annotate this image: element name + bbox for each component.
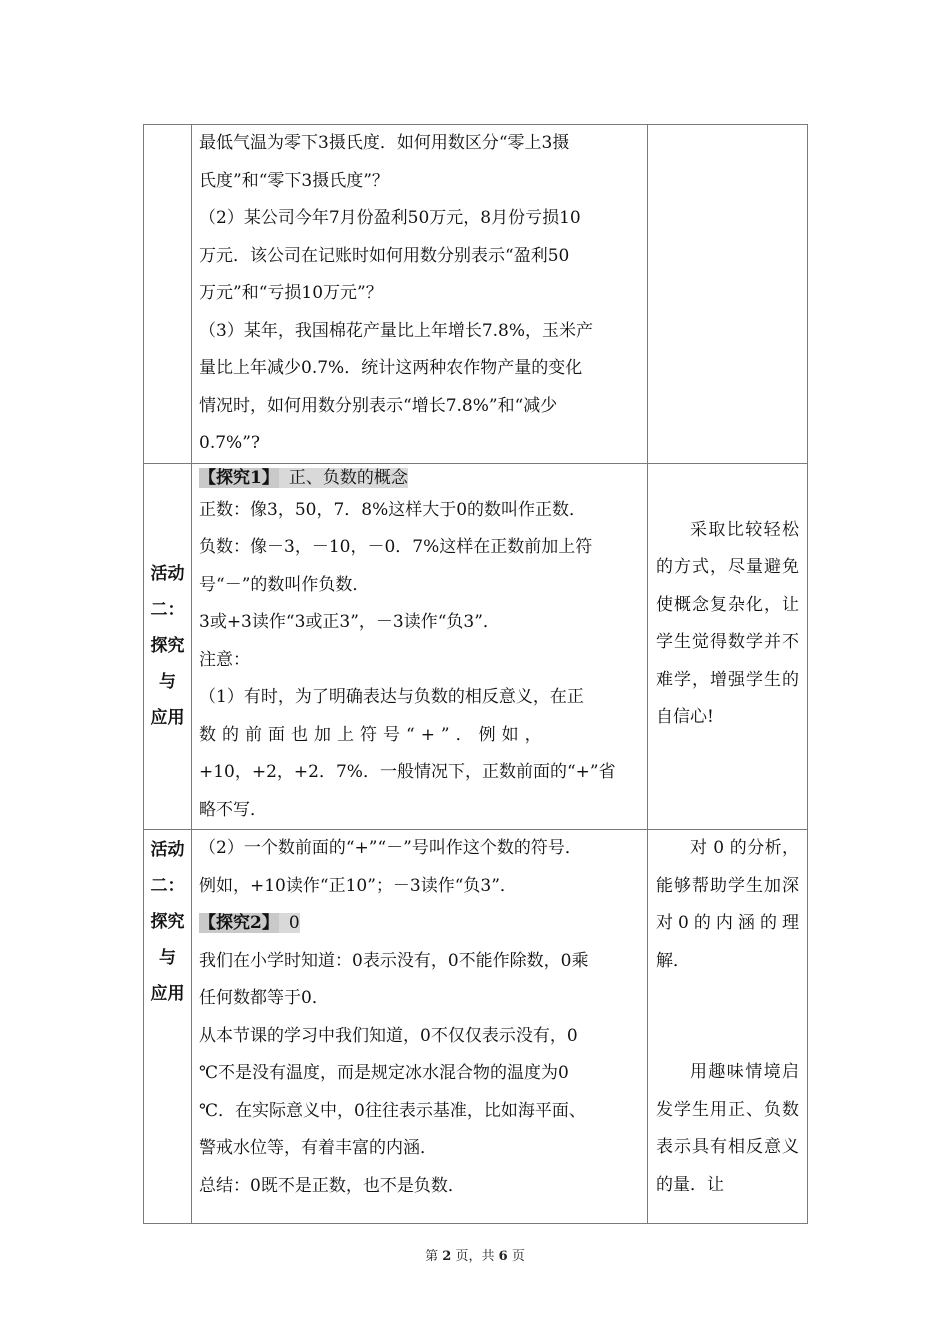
table-row — [144, 830, 808, 1224]
note-cell — [648, 125, 808, 464]
teaching-note: 用趣味情境启发学生用正、负数表示具有相反意义的量．让 — [656, 1062, 799, 1195]
text-line: 号“－”的数叫作负数． — [199, 574, 370, 595]
lesson-plan-table — [143, 124, 808, 1224]
text-line: 警戒水位等，有着丰富的内涵． — [199, 1138, 437, 1158]
text-line: 万元”和“亏损10万元”？ — [199, 283, 383, 303]
teaching-note: 对 0 的分析，能够帮助学生加深对0的内涵的理解． — [656, 838, 799, 971]
label-cell — [144, 830, 192, 1224]
teaching-note: 采取比较轻松的方式，尽量避免使概念复杂化，让学生觉得数学并不难学，增强学生的自信心! — [656, 519, 799, 727]
activity-label: 活动 二： 探究 与 应用 — [150, 564, 185, 729]
text-line: 最低气温为零下3摄氏度．如何用数区分“零上3摄 — [199, 133, 570, 153]
note-cell — [648, 830, 808, 1224]
page-footer: 第 2 页，共 6 页 — [425, 1249, 525, 1264]
text-line: 万元．该公司在记账时如何用数分别表示“盈利50 — [199, 245, 570, 266]
text-line: 略不写． — [199, 799, 267, 820]
text-line: 氏度”和“零下3摄氏度”？ — [199, 170, 389, 191]
text-line: 情况时，如何用数分别表示“增长7.8%”和“减少 — [199, 395, 558, 416]
text-line: （2）某公司今年7月份盈利50万元，8月份亏损10 — [199, 208, 581, 228]
table-row — [144, 463, 808, 830]
text-line: （1）有时，为了明确表达与负数的相反意义，在正 — [199, 687, 584, 707]
heading-tag: 【探究2】 — [199, 913, 279, 933]
text-line: ℃．在实际意义中，0往往表示基准，比如海平面、 — [199, 1100, 586, 1121]
activity-label: 活动 二： 探究 与 应用 — [150, 840, 185, 1004]
text-line: （2）一个数前面的“+”“－”号叫作这个数的符号． — [199, 838, 582, 858]
content-cell — [192, 125, 648, 464]
content-cell — [192, 463, 648, 830]
text-line: 0.7%”? — [199, 433, 260, 453]
text-line: 从本节课的学习中我们知道，0不仅仅表示没有，0 — [199, 1025, 578, 1046]
text-line: ℃不是没有温度，而是规定冰水混合物的温度为0 — [199, 1063, 569, 1083]
table-row — [144, 125, 808, 464]
text-line: 任何数都等于0． — [199, 988, 329, 1008]
label-cell — [144, 463, 192, 830]
text-line: 数的前面也加上符号“+”．例如， — [199, 724, 548, 745]
heading-text: 0 — [279, 913, 300, 933]
text-line: 量比上年减少0.7%．统计这两种农作物产量的变化 — [199, 358, 583, 378]
section-heading — [199, 905, 640, 943]
text-line: 例如，+10读作“正10”；－3读作“负3”． — [199, 875, 517, 896]
note-cell — [648, 463, 808, 830]
label-cell — [144, 125, 192, 464]
text-line: +10，+2，+2．7%．一般情况下，正数前面的“+”省 — [199, 762, 616, 782]
section-heading — [199, 464, 640, 492]
text-line: （3）某年，我国棉花产量比上年增长7.8%，玉米产 — [199, 320, 594, 341]
text-line: 3或+3读作“3或正3”，－3读作“负3”． — [199, 612, 500, 632]
page-total: 6 — [498, 1249, 508, 1264]
heading-tag: 【探究1】 — [199, 467, 279, 488]
text-line: 总结：0既不是正数，也不是负数． — [199, 1175, 465, 1196]
content-cell — [192, 830, 648, 1224]
page-number: 2 — [442, 1249, 452, 1264]
text-line: 负数：像－3，－10，－0．7%这样在正数前加上符 — [199, 537, 593, 557]
text-line: 我们在小学时知道：0表示没有，0不能作除数，0乘 — [199, 950, 589, 971]
heading-text: 正、负数的概念 — [279, 468, 408, 488]
text-line: 注意： — [199, 649, 250, 670]
text-line: 正数：像3，50，7．8%这样大于0的数叫作正数． — [199, 499, 587, 520]
